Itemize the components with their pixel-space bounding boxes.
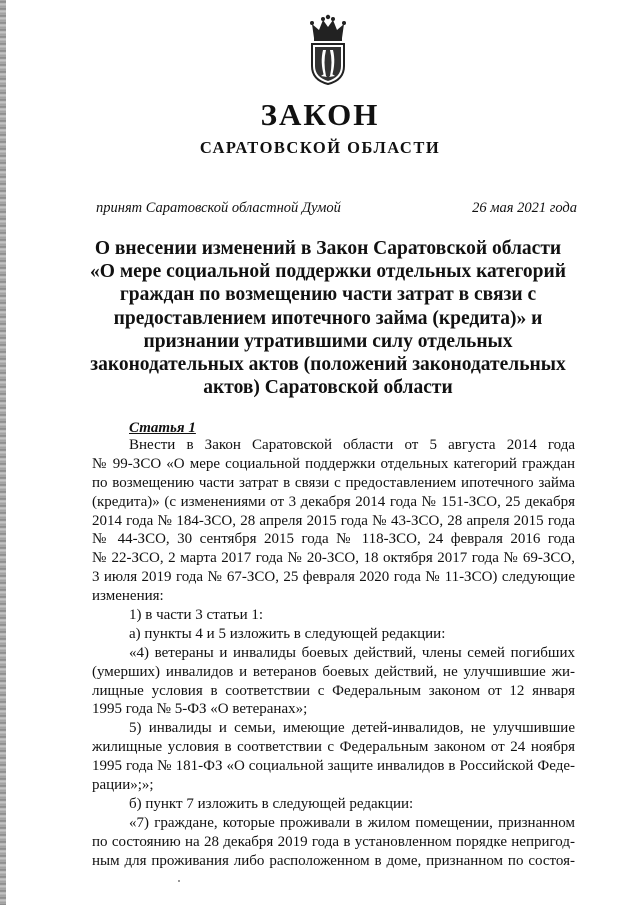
body-line: рации»;»; (92, 777, 154, 794)
heading-line: граждан по возмещению части затрат в связи с (119, 284, 537, 306)
body-line: № 22-ЗСО, 2 марта 2017 года № 20-ЗСО, 18 октября 2017 года № 69-ЗСО, (92, 550, 575, 567)
body-line: жилищные условия в соответствии с Федеральным законом от 24 ноября (92, 739, 575, 756)
body-line: 3 июля 2019 года № 67-ЗСО, 25 февраля 2020 года № 11-ЗСО) следующие (92, 569, 575, 586)
body-line: 1995 года № 181-ФЗ «О социальной защите инвалидов в Российской Феде- (92, 758, 575, 775)
body-line: 5) инвалиды и семьи, имеющие детей-инвалидов, не улучшившие (129, 720, 575, 737)
document-title: ЗАКОН (260, 97, 380, 132)
document-subtitle: САРАТОВСКОЙ ОБЛАСТИ (199, 138, 441, 157)
coat-of-arms-icon (306, 14, 350, 86)
body-line: изменения: (92, 588, 164, 605)
scan-edge (0, 0, 6, 905)
heading-line: предоставлением ипотечного займа (кредита)» и (113, 307, 543, 329)
body-line: № 99-ЗСО «О мере социальной поддержки отдельных категорий граждан (92, 455, 575, 472)
body-line: (умерших) инвалидов и ветеранов боевых действий, не улучшившие жи- (92, 663, 575, 680)
adoption-date: 26 мая 2021 года (472, 200, 577, 216)
body-line: (кредита)» (с изменениями от 3 декабря 2014 года № 151-ЗСО, 25 декабря (92, 493, 575, 510)
heading-line: «О мере социальной поддержки отдельных категорий (90, 261, 566, 283)
body-line: б) пункт 7 изложить в следующей редакции: (129, 795, 414, 812)
heading-line: О внесении изменений в Закон Саратовской области (94, 238, 562, 259)
adopted-by: принят Саратовской областной Думой (96, 200, 341, 216)
law-heading (60, 237, 596, 399)
body-line: лищные условия в соответствии с Федеральным законом от 12 января (92, 682, 575, 699)
article-body (92, 436, 575, 870)
heading-line: законодательных актов (положений законодательных (90, 354, 566, 376)
body-line: 1) в части 3 статьи 1: (129, 607, 264, 624)
body-line: «4) ветераны и инвалиды боевых действий, члены семей погибших (129, 644, 575, 661)
body-line: по возмещению части затрат в связи с предоставлением ипотечного займа (92, 474, 575, 491)
body-line: по состоянию на 28 декабря 2019 года в установленном порядке непригод- (92, 833, 575, 850)
body-line: а) пункты 4 и 5 изложить в следующей редакции: (129, 625, 446, 642)
body-line: 2014 года № 184-ЗСО, 28 апреля 2015 года № 43-ЗСО, 28 апреля 2015 года (92, 512, 575, 529)
body-line: ным для проживания либо расположенном в доме, признанном по состоя- (92, 852, 575, 869)
body-line: 1995 года № 5-ФЗ «О ветеранах»; (92, 701, 308, 718)
body-line: № 44-ЗСО, 30 сентября 2015 года № 118-ЗСО, 24 февраля 2016 года (92, 531, 575, 548)
body-line: «7) граждане, которые проживали в жилом помещении, признанном (129, 814, 575, 831)
article-label: Статья 1 (129, 420, 196, 436)
heading-line: признании утратившими силу отдельных (143, 330, 513, 352)
body-line: Внести в Закон Саратовской области от 5 августа 2014 года (129, 437, 575, 453)
heading-line: актов) Саратовской области (203, 377, 453, 399)
scan-speck (178, 880, 180, 882)
